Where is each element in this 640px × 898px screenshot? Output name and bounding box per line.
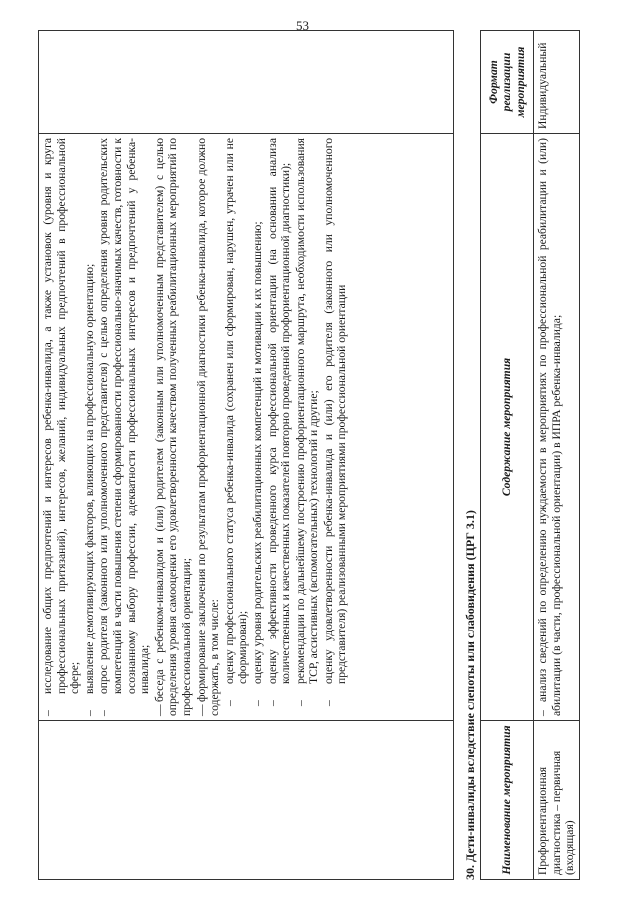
table-row	[39, 31, 454, 880]
list-item: – опрос родителя (законного или уполномоченного представителя) с целью определения уровня родительских компетенций в части повышения степени сформированности профессионально-значимых качеств, готовности к осознанному выбору профессии, адекватности профессиональных интересов и предпочтений у ребенка-инвалида;	[97, 138, 152, 716]
page-number: 53	[296, 18, 309, 33]
event-name-cell	[39, 721, 454, 880]
event-format-cell	[39, 31, 454, 134]
table-header-row	[481, 31, 534, 880]
rotated-page-content	[28, 30, 588, 880]
list-item: —формирование заключения по результатам профориентационной диагностики ребенка-инвалида, которое должно содержать, в том числе:	[194, 138, 222, 716]
list-item: – оценку уровня родительских реабилитационных компетенций и мотивации к их повышению;	[250, 221, 264, 706]
continued-table	[38, 30, 454, 880]
header-event-content: Содержание мероприятия	[481, 134, 534, 721]
list-item: – рекомендации по дальнейшему построению профориентационного маршрута, необходимости использования ТСР, ассистивных (вспомогательных) технологий и другие;	[293, 138, 321, 706]
event-name-cell: Профориентационная диагностика – первичная (входящая)	[534, 721, 580, 880]
event-format-cell: Индивидуальный	[534, 31, 580, 134]
event-content-cell: –анализ сведений по определению нуждаемости в мероприятиях по профессиональной реабилитации и (или) абилитации (в части, профессиональной ориентации) в ИПРА ребенка-инвалида;	[534, 134, 580, 721]
section-table	[480, 30, 580, 880]
table-row	[534, 31, 580, 880]
header-event-name: Наименование мероприятия	[481, 721, 534, 880]
list-item: – оценку профессионального статуса ребенка-инвалида (сохранен или сформирован, нарушен, утрачен или не сформирован);	[222, 138, 250, 706]
section-title: 30. Дети-инвалиды вследствие слепоты или слабовидения (ЦРГ 3.1)	[463, 510, 477, 880]
list-item: – выявление демотивирующих факторов, влияющих на профессиональную ориентацию;	[82, 263, 96, 716]
header-event-format: Формат реализации мероприятия	[481, 31, 534, 134]
list-item: – исследование общих предпочтений и интересов ребенка-инвалида, а также установок (уровня и круга профессиональных притязаний), интересов, желаний, индивидуальных предпочтений в профессиональной сфере;	[41, 138, 82, 716]
event-content-cell	[39, 134, 454, 721]
list-item: – оценку эффективности проведенного курса профессиональной ориентации (на основании анализа количественных и качественных показателей повторно проведенной профориентационной диагностики);	[265, 138, 293, 706]
list-item: – оценку удовлетворенности ребенка-инвалида и (или) его родителя (законного или уполномоченного представителя) реализованными мероприятиями профессиональной ориентации	[321, 138, 349, 706]
list-item: —беседа с ребенком-инвалидом и (или) родителем (законным или уполномоченным представителем) с целью определения уровня самооценки его удовлетворенности качеством полученных реабилитационных мероприятий по профессиональной ориентации;	[152, 138, 193, 716]
